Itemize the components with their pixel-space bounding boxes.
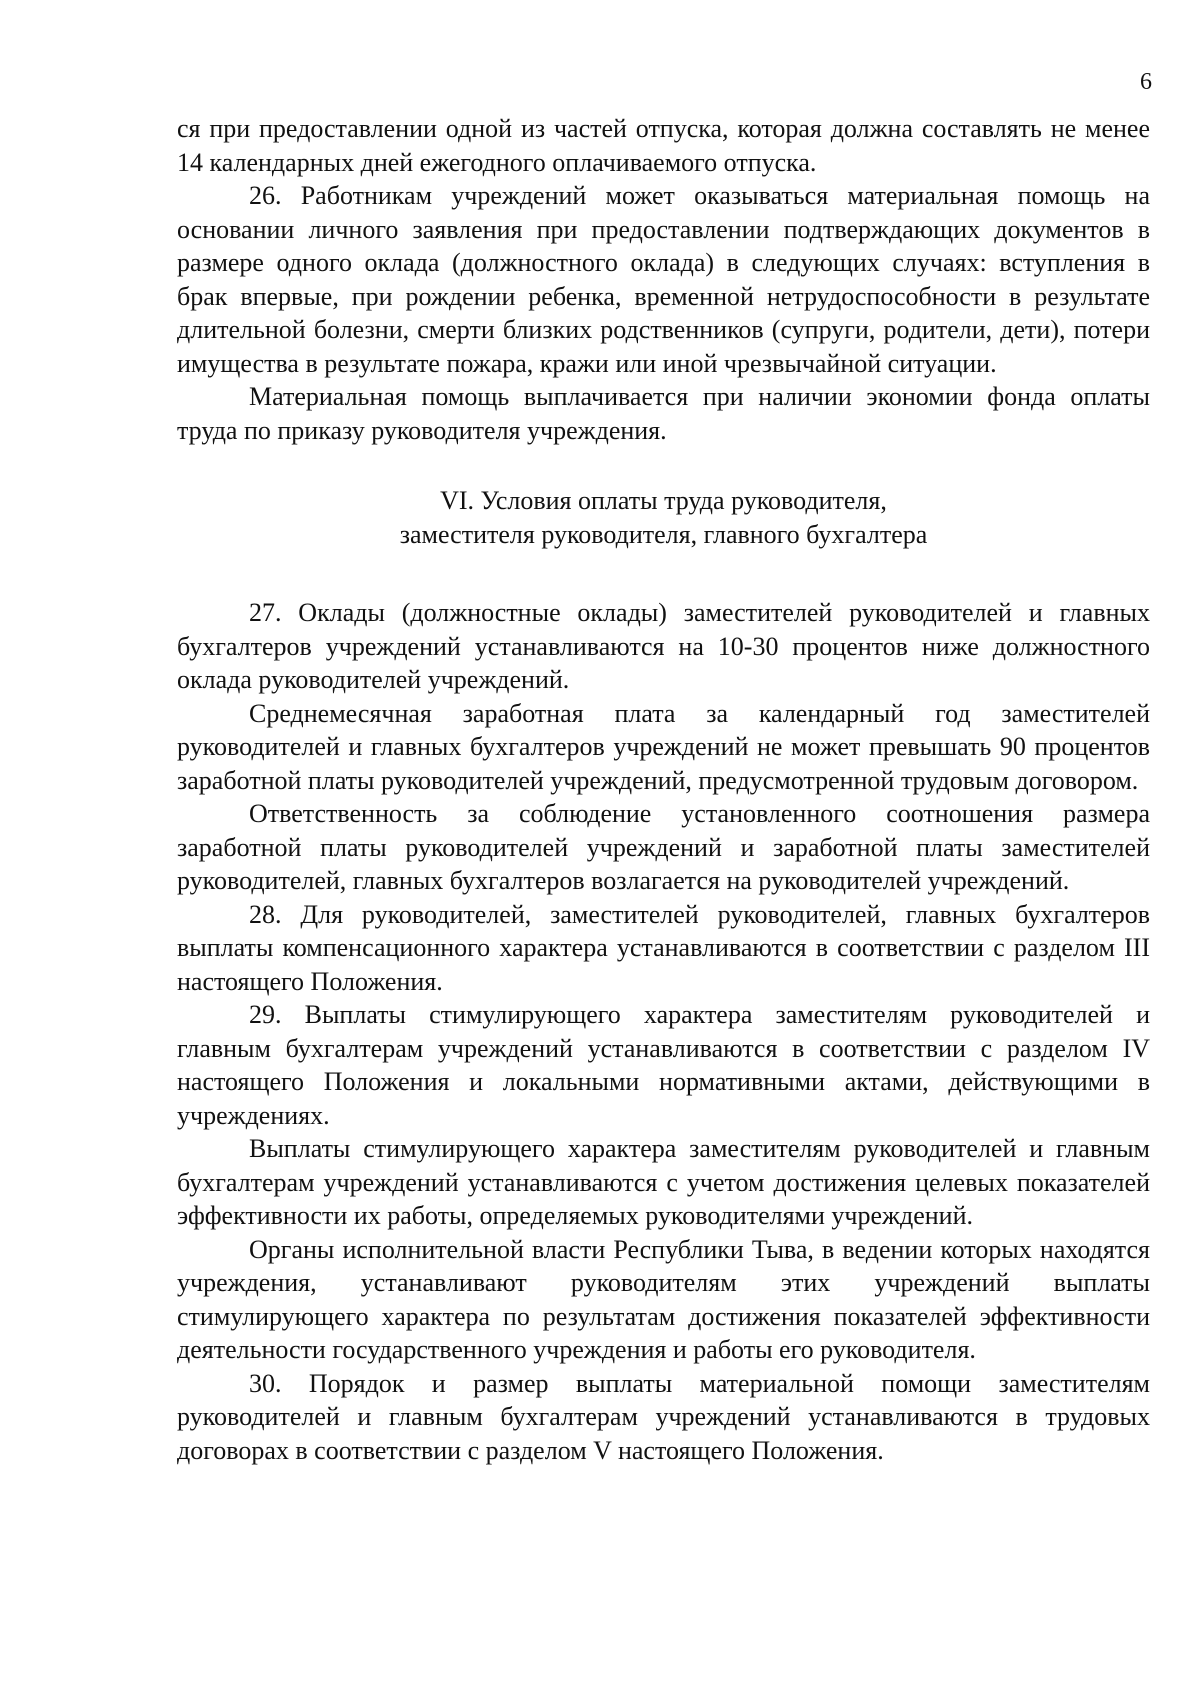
paragraph-item-27: 27. Оклады (должностные оклады) заместителей руководителей и главных бухгалтеров учреждений устанавливаются на 10-30 процентов ниже должностного оклада руководителей учреждений. (177, 598, 1150, 694)
paragraph-item-29: 29. Выплаты стимулирующего характера заместителям руководителей и главным бухгалтерам учреждений устанавливаются в соответствии с разделом IV настоящего Положения и локальными нормативными актами, действующими в учреждениях. (177, 1000, 1150, 1130)
page-number: 6 (1140, 69, 1152, 95)
paragraph-item-30: 30. Порядок и размер выплаты материальной помощи заместителям руководителей и главным бухгалтерам учреждений устанавливаются в трудовых договорах в соответствии с разделом V настоящего Положения. (177, 1368, 1150, 1465)
paragraph-incentive-targets: Выплаты стимулирующего характера заместителям руководителей и главным бухгалтерам учреждений устанавливаются с учетом достижения целевых показателей эффективности их работы, определяемых руководителями учреждений. (177, 1134, 1150, 1230)
paragraph-executive-bodies: Органы исполнительной власти Республики Тыва, в ведении которых находятся учреждения, устанавливают руководителям этих учреждений выплаты стимулирующего характера по результатам достижения показателей эффективности деятельности государственного учреждения и работы его руководителя. (177, 1234, 1150, 1364)
paragraph-responsibility: Ответственность за соблюдение установленного соотношения размера заработной платы руководителей учреждений и заработной платы заместителей руководителей, главных бухгалтеров возлагается на руководителей учреждений. (177, 799, 1150, 895)
paragraph-average-salary: Среднемесячная заработная плата за календарный год заместителей руководителей и главных бухгалтеров учреждений не может превышать 90 процентов заработной платы руководителей учреждений, предусмотренной трудовым договором. (177, 698, 1150, 795)
section-heading (177, 484, 1150, 552)
paragraph-continuation: ся при предоставлении одной из частей отпуска, которая должна составлять не менее 14 календарных дней ежегодного оплачиваемого отпуска. (177, 114, 1150, 177)
section-heading-line-1: VI. Условия оплаты труда руководителя, (440, 486, 887, 515)
section-heading-line-2: заместителя руководителя, главного бухгалтера (399, 520, 928, 549)
document-body (177, 112, 1150, 1467)
paragraph-material-aid: Материальная помощь выплачивается при наличии экономии фонда оплаты труда по приказу руководителя учреждения. (177, 382, 1150, 445)
paragraph-item-28: 28. Для руководителей, заместителей руководителей, главных бухгалтеров выплаты компенсационного характера устанавливаются в соответствии с разделом III настоящего Положения. (177, 899, 1150, 996)
paragraph-item-26: 26. Работникам учреждений может оказываться материальная помощь на основании личного заявления при предоставлении подтверждающих документов в размере одного оклада (должностного оклада) в следующих случаях: вступления в брак впервые, при рождении ребенка, временной нетрудоспособности в результате длительной болезни, смерти близких родственников (супруги, родители, дети), потери имущества в результате пожара, кражи или иной чрезвычайной ситуации. (177, 181, 1150, 378)
